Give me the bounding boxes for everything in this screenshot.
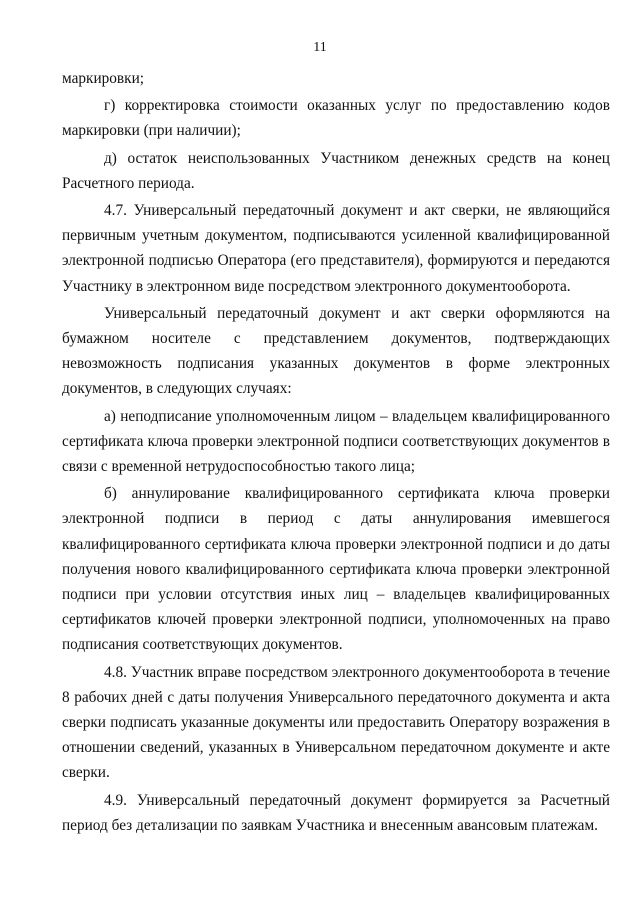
paragraph-item-d: д) остаток неиспользованных Участником денежных средств на конец Расчетного периода. (62, 149, 610, 192)
paragraph-paper-cases: Универсальный передаточный документ и акт сверки оформляются на бумажном носителе с представлением документов, подтверждающих невозможность подписания указанных документов в форме электронных документов, в следующих случаях: (62, 304, 610, 398)
paragraph-item-g: г) корректировка стоимости оказанных услуг по предоставлению кодов маркировки (при наличии); (62, 97, 610, 140)
paragraph-4-7: 4.7. Универсальный передаточный документ и акт сверки, не являющийся первичным учетным документом, подписываются усиленной квалифицированной электронной подписью Оператора (его представителя), формируются и передаются Участнику в электронном виде посредством электронного документооборота. (62, 202, 610, 295)
paragraph-item-a: а) неподписание уполномоченным лицом – владельцем квалифицированного сертификата ключа проверки электронной подписи соответствующих документов в связи с временной нетрудоспособностью такого лица; (62, 407, 610, 476)
document-body (62, 66, 610, 838)
paragraph-continuation: маркировки; (62, 70, 145, 87)
paragraph-item-b: б) аннулирование квалифицированного сертификата ключа проверки электронной подписи в период с даты аннулирования имевшегося квалифицированного сертификата ключа проверки электронной подписи и до даты получения нового квалифицированного сертификата ключа проверки электронной подписи при условии отсутствия иных лиц – владельцев квалифицированных сертификатов ключей проверки электронной подписи, уполномоченных на право подписания соответствующих документов. (62, 485, 610, 654)
page-number: 11 (313, 40, 327, 55)
paragraph-4-9: 4.9. Универсальный передаточный документ формируется за Расчетный период без детализации по заявкам Участника и внесенным авансовым платежам. (62, 791, 610, 834)
paragraph-4-8: 4.8. Участник вправе посредством электронного документооборота в течение 8 рабочих дней с даты получения Универсального передаточного документа и акта сверки подписать указанные документы или предоставить Оператору возражения в отношении сведений, указанных в Универсальном передаточном документе и акте сверки. (62, 663, 610, 782)
